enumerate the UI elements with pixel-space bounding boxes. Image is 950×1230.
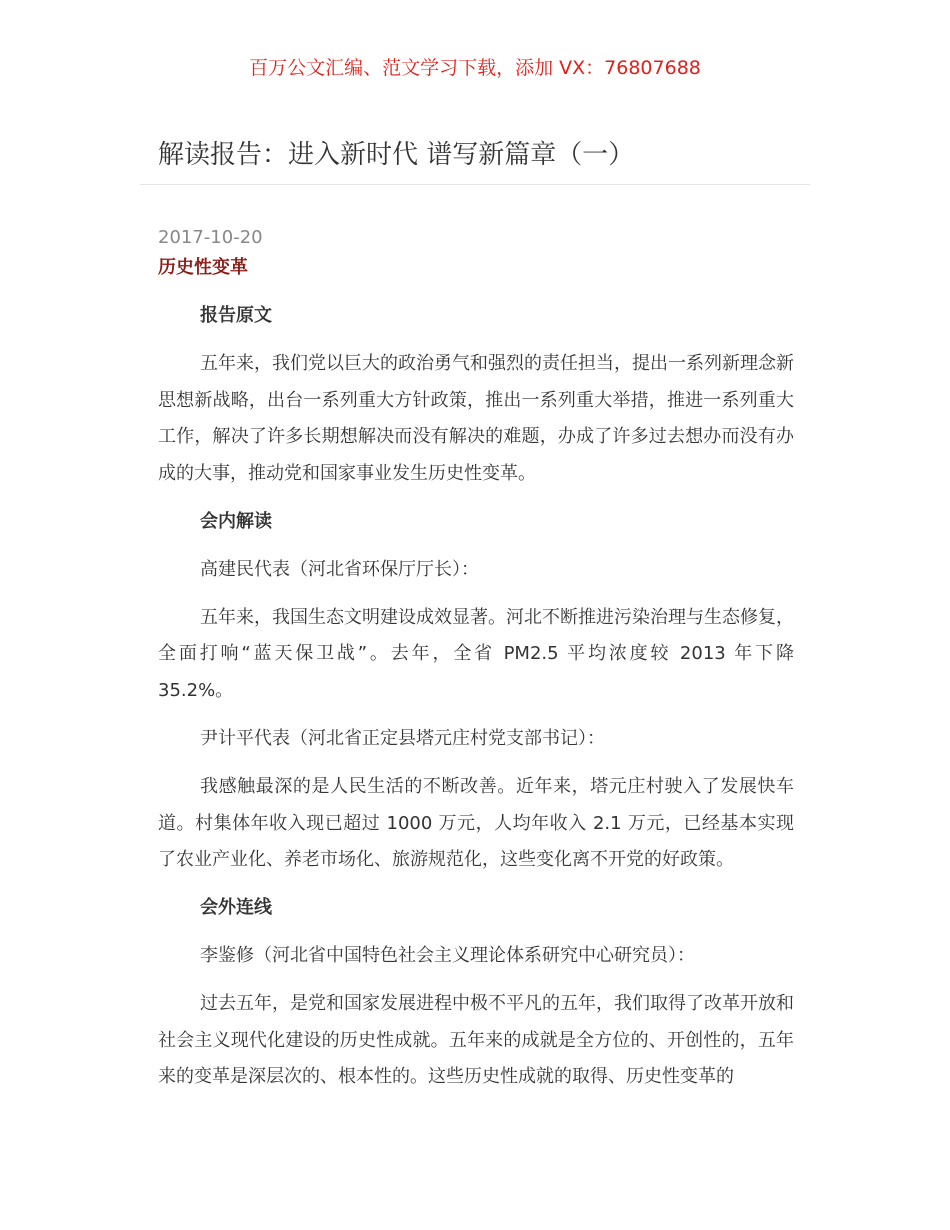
- subheading-outside-connection: 会外连线: [200, 897, 272, 919]
- paragraph: 五年来，我们党以巨大的政治勇气和强烈的责任担当，提出一系列新理念新思想新战略，出台一系列重大方针政策，推出一系列重大举措，推进一系列重大工作，解决了许多长期想解决而没有解决的难题，办成了许多过去想办而没有办成的大事，推动党和国家事业发生历史性变革。: [158, 352, 794, 485]
- speaker-line: 李鉴修（河北省中国特色社会主义理论体系研究中心研究员）：: [200, 944, 695, 966]
- page-title: 解读报告：进入新时代 谱写新篇章（一）: [158, 140, 635, 170]
- paragraph: 我感触最深的是人民生活的不断改善。近年来，塔元庄村驶入了发展快车道。村集体年收入现已超过 1000 万元，人均年收入 2.1 万元，已经基本实现了农业产业化、养老市场化、旅游规范化，这些变化离不开党的好政策。: [158, 775, 794, 871]
- promo-banner: 百万公文汇编、范文学习下载，添加 VX：76807688: [249, 57, 701, 79]
- publish-date: 2017-10-20: [158, 227, 263, 248]
- subheading-inside-interpretation: 会内解读: [200, 510, 272, 532]
- speaker-line: 尹计平代表（河北省正定县塔元庄村党支部书记）：: [200, 727, 605, 749]
- subheading-original-text: 报告原文: [200, 305, 272, 326]
- title-divider: [140, 184, 810, 185]
- paragraph: 五年来，我国生态文明建设成效显著。河北不断推进污染治理与生态修复，全面打响“蓝天保卫战”。去年，全省 PM2.5 平均浓度较 2013 年下降 35.2%。: [158, 606, 794, 702]
- article-body: [158, 298, 794, 1107]
- paragraph: 过去五年，是党和国家发展进程中极不平凡的五年，我们取得了改革开放和社会主义现代化建设的历史性成就。五年来的成就是全方位的、开创性的，五年来的变革是深层次的、根本性的。这些历史性成就的取得、历史性变革的: [158, 992, 794, 1088]
- section-title: 历史性变革: [158, 257, 248, 278]
- speaker-line: 高建民代表（河北省环保厅厅长）：: [200, 558, 479, 580]
